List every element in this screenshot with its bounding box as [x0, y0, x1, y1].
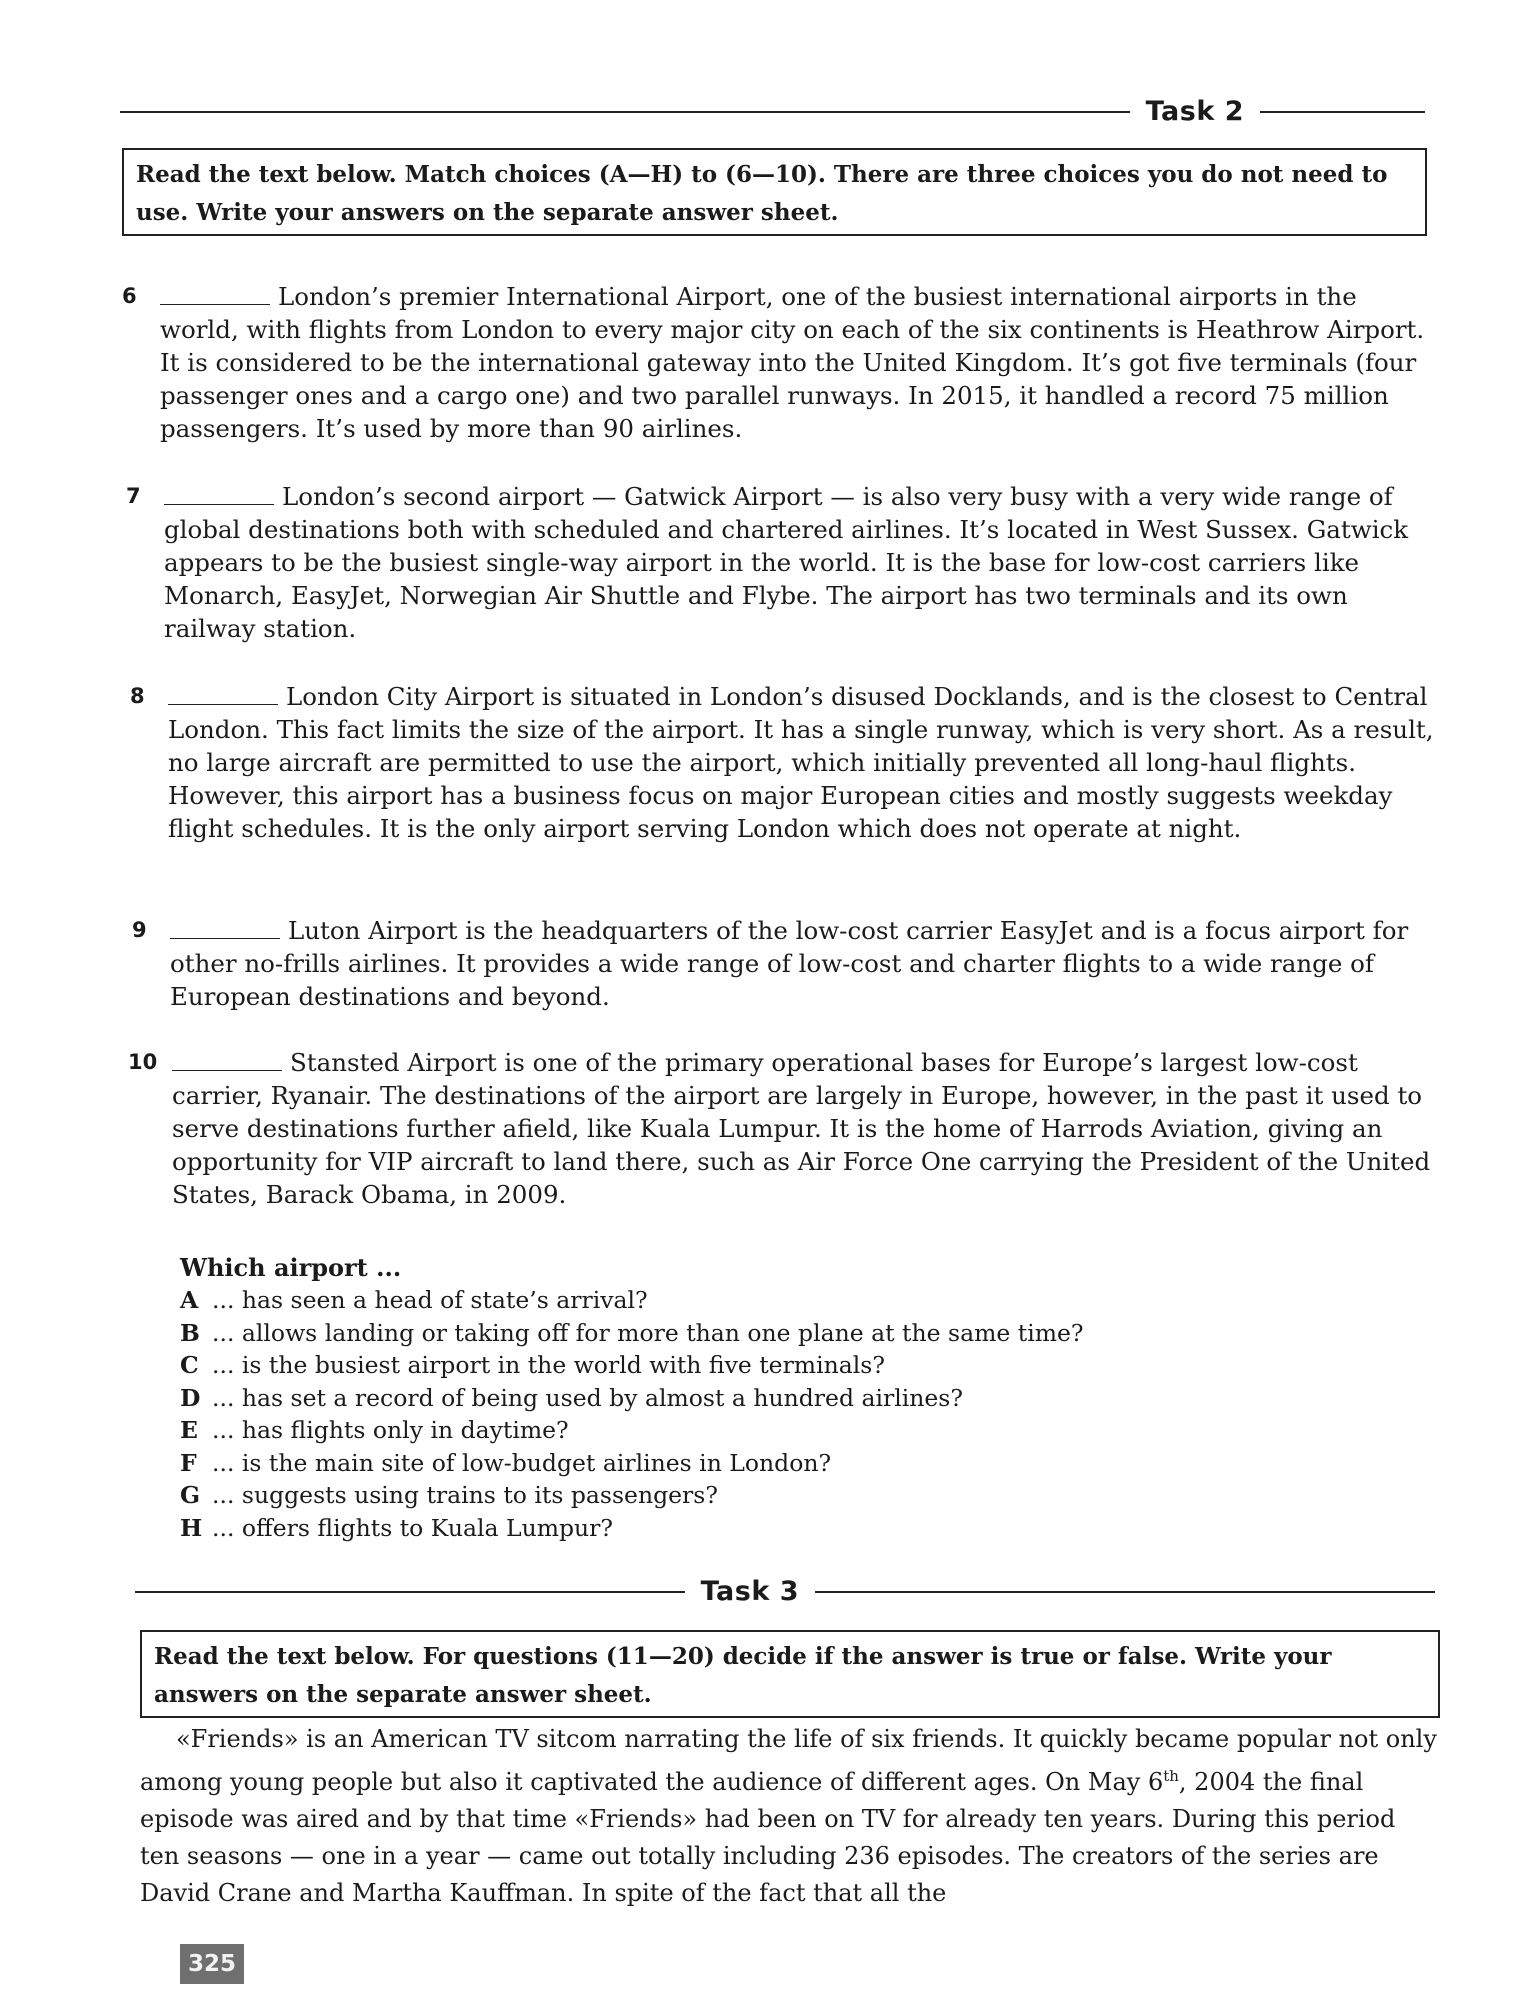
task-3-text: [140, 1721, 1440, 1912]
choice-letter: D: [180, 1383, 201, 1412]
choice-h: [180, 1512, 1180, 1545]
answer-blank: [172, 1048, 282, 1071]
item-6: [122, 280, 1435, 445]
answer-blank: [170, 916, 280, 939]
choice-b: [180, 1317, 1180, 1350]
superscript: th: [1163, 1767, 1179, 1785]
choice-letter: B: [180, 1318, 200, 1347]
task-2-instructions: Read the text below. Match choices (A—H) to (6—10). There are three choices you do not need to use. Write your answers on the separate answer sheet.: [122, 148, 1427, 236]
choice-letter: A: [180, 1286, 199, 1314]
choice-d: [180, 1382, 1180, 1415]
choice-letter: E: [180, 1416, 198, 1444]
choice-text: ... suggests using trains to its passengers?: [212, 1481, 718, 1509]
choice-letter: F: [180, 1448, 197, 1477]
task-2-header: [120, 96, 1425, 127]
item-number: 10: [128, 1050, 158, 1074]
task-3-title: Task 3: [700, 1576, 799, 1607]
choice-text: ... offers flights to Kuala Lumpur?: [212, 1513, 614, 1542]
item-text: London City Airport is situated in London’s disused Docklands, and is the closest to Central London. This fact limits the size of the airport. It has a single runway, which is very short. As a result, no large aircraft are permitted to use the airport, which initially prevented all long-haul flights. However, this airport has a business focus on major European cities and mostly suggests weekday flight schedules. It is the only airport serving London which does not operate at night.: [168, 682, 1434, 843]
choice-text: ... has flights only in daytime?: [212, 1416, 569, 1444]
header-rule-left: [135, 1591, 685, 1593]
item-text: Stansted Airport is one of the primary operational bases for Europe’s largest low-cost carrier, Ryanair. The destinations of the airport are largely in Europe, however, in the past it used to serve destinations further afield, like Kuala Lumpur. It is the home of Harrods Aviation, giving an opportunity for VIP aircraft to land there, such as Air Force One carrying the President of the United States, Barack Obama, in 2009.: [172, 1048, 1431, 1209]
header-rule-left: [120, 111, 1130, 113]
choice-a: [180, 1284, 1180, 1317]
task-3-instructions: Read the text below. For questions (11—20) decide if the answer is true or false. Write your answers on the separate answer sheet.: [140, 1630, 1440, 1718]
item-number: 6: [122, 284, 137, 308]
item-text: Luton Airport is the headquarters of the low-cost carrier EasyJet and is a focus airport for other no-frills airlines. It provides a wide range of low-cost and charter flights to a wide range of European destinations and beyond.: [170, 916, 1409, 1011]
text-part-2: , 2004 the final episode was aired and by that time «Friends» had been on TV for already ten years. During this period ten seasons — one in a year — came out totally including 236 episodes. The creators of the series are David Crane and Martha Kauffman. In spite of the fact that all the: [140, 1768, 1396, 1907]
page-number: 325: [180, 1944, 244, 1984]
choice-text: ... allows landing or taking off for more than one plane at the same time?: [212, 1318, 1084, 1347]
item-10: [128, 1046, 1438, 1211]
choice-g: [180, 1479, 1180, 1512]
question-title: Which airport ...: [180, 1253, 402, 1282]
text-part-1: «Friends» is an American TV sitcom narrating the life of six friends. It quickly became popular not only among young people but also it captivated the audience of different ages. On May 6: [140, 1725, 1437, 1796]
choice-letter: G: [180, 1481, 201, 1509]
choice-letter: H: [180, 1513, 203, 1542]
choice-text: ... is the busiest airport in the world with five terminals?: [212, 1351, 885, 1379]
answer-blank: [160, 282, 270, 305]
answer-blank: [164, 482, 274, 505]
choice-c: [180, 1349, 1180, 1382]
item-text: London’s premier International Airport, one of the busiest international airports in the world, with flights from London to every major city on each of the six continents is Heathrow Airport. It is considered to be the international gateway into the United Kingdom. It’s got five terminals (four passenger ones and a cargo one) and two parallel runways. In 2015, it handled a record 75 million passengers. It’s used by more than 90 airlines.: [160, 282, 1425, 443]
item-7: [126, 480, 1436, 645]
item-8: [130, 680, 1438, 845]
item-text: London’s second airport — Gatwick Airport — is also very busy with a very wide range of global destinations both with scheduled and chartered airlines. It’s located in West Sussex. Gatwick appears to be the busiest single-way airport in the world. It is the base for low-cost carriers like Monarch, EasyJet, Norwegian Air Shuttle and Flybe. The airport has two terminals and its own railway station.: [164, 482, 1409, 643]
task-2-title: Task 2: [1145, 96, 1244, 127]
answer-blank: [168, 682, 278, 705]
choice-text: ... is the main site of low-budget airlines in London?: [212, 1448, 832, 1477]
choice-e: [180, 1414, 1180, 1447]
header-rule-right: [815, 1591, 1435, 1593]
item-9: [132, 914, 1438, 1013]
choices-list: [180, 1284, 1180, 1544]
choice-text: ... has seen a head of state’s arrival?: [212, 1286, 648, 1314]
task-3-header: [135, 1576, 1435, 1607]
choice-f: [180, 1447, 1180, 1480]
item-number: 9: [132, 918, 147, 942]
header-rule-right: [1260, 111, 1425, 113]
item-number: 7: [126, 484, 141, 508]
choice-text: ... has set a record of being used by almost a hundred airlines?: [212, 1383, 963, 1412]
item-number: 8: [130, 684, 145, 708]
choice-letter: C: [180, 1351, 199, 1379]
